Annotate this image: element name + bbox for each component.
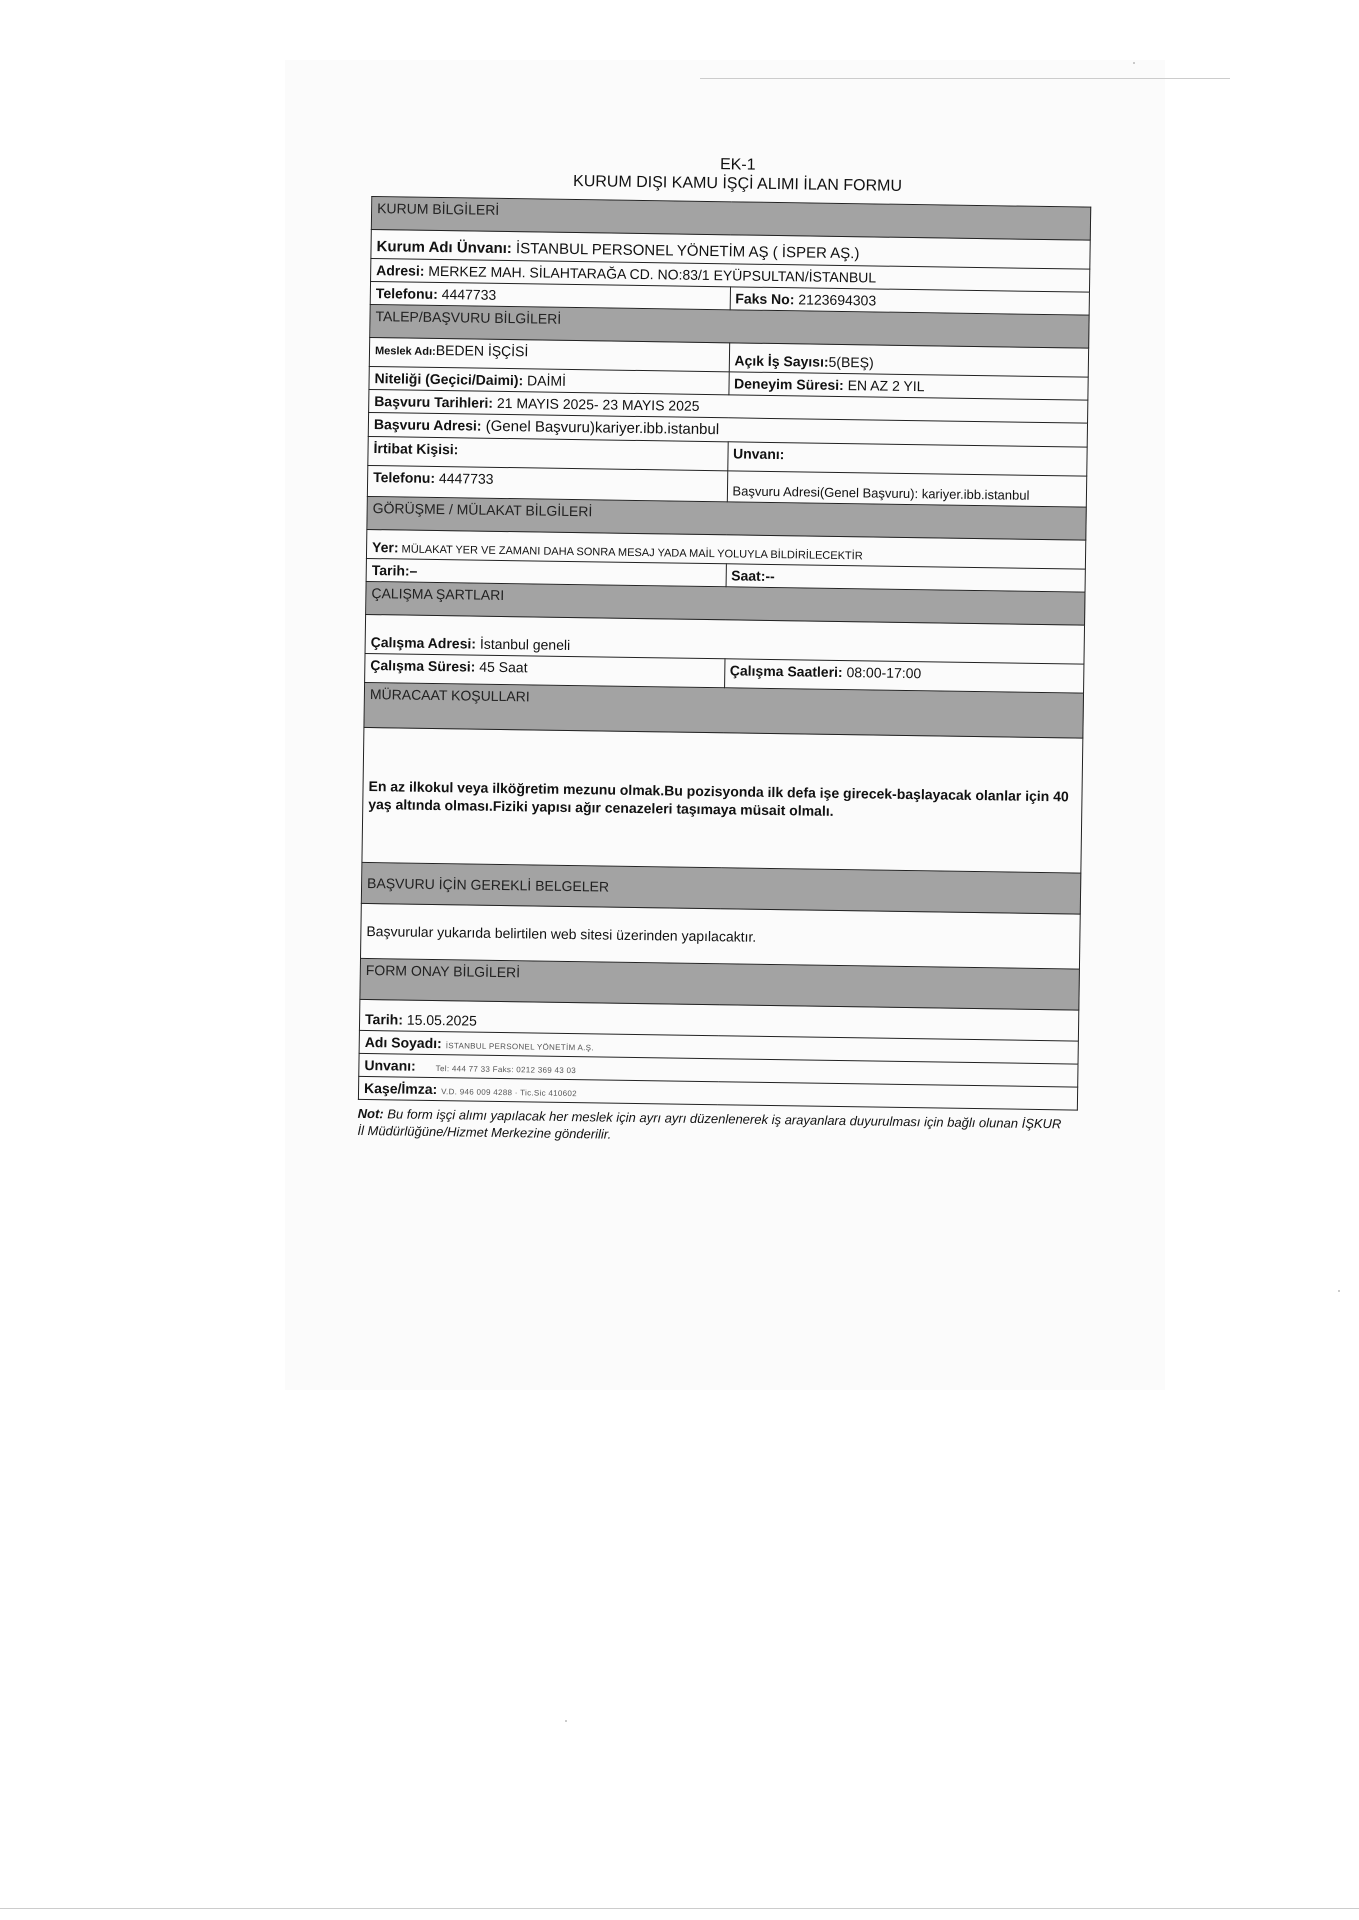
adres-value: MERKEZ MAH. SİLAHTARAĞA CD. NO:83/1 EYÜPSULTAN/İSTANBUL xyxy=(424,262,877,286)
meslek-value: BEDEN İŞÇİSİ xyxy=(435,341,529,360)
faks-value: 2123694303 xyxy=(794,291,877,309)
meslek-label: Meslek Adı: xyxy=(374,345,436,358)
telefon-value: 4447733 xyxy=(437,285,497,303)
telefon-label: Telefonu: xyxy=(375,285,438,302)
form-code: EK-1 xyxy=(719,156,756,174)
basvuru-adres-value: (Genel Başvuru)kariyer.ibb.istanbul xyxy=(481,417,720,439)
calisma-saat-value: 08:00-17:00 xyxy=(842,664,922,682)
onay-tarih-label: Tarih: xyxy=(364,1010,404,1028)
form-title: KURUM DIŞI KAMU İŞÇİ ALIMI İLAN FORMU xyxy=(572,172,903,195)
unvan-label: Unvanı: xyxy=(732,445,785,463)
stamp-line-2: Tel: 444 77 33 Faks: 0212 369 43 03 xyxy=(435,1064,577,1076)
calisma-saat-label: Çalışma Saatleri: xyxy=(729,662,843,681)
muracaat-text: En az ilkokul veya ilköğretim mezunu olmak.Bu pozisyonda ilk defa işe girecek-başlayacak olanlar için 40 yaş altında olması.Fiziki yapısı ağır cenazeleri taşımaya müsait olmalı. xyxy=(362,727,1083,873)
section-belgeler: BAŞVURU İÇİN GEREKLİ BELGELER xyxy=(361,862,1081,914)
adsoyad-label: Adı Soyadı: xyxy=(364,1033,442,1052)
nitelik-value: DAİMİ xyxy=(523,372,567,389)
irtibat-telefon-label: Telefonu: xyxy=(373,469,436,486)
kase-label: Kaşe/İmza: xyxy=(363,1079,438,1098)
section-gorusme: GÖRÜŞME / MÜLAKAT BİLGİLERİ xyxy=(367,496,1086,540)
note-label: Not: xyxy=(357,1105,384,1122)
stamp-line-1: İSTANBUL PERSONEL YÖNETİM A.Ş. xyxy=(445,1041,594,1053)
section-calisma: ÇALIŞMA ŞARTLARI xyxy=(366,581,1085,625)
basvuru-tarih-label: Başvuru Tarihleri: xyxy=(374,393,494,411)
kurum-adi-value: İSTANBUL PERSONEL YÖNETİM AŞ ( İSPER AŞ.) xyxy=(511,240,860,263)
acik-is-value: 5(BEŞ) xyxy=(828,353,874,371)
genel-basvuru-cell: Başvuru Adresi(Genel Başvuru): kariyer.ibb.istanbul xyxy=(727,471,1087,507)
faks-label: Faks No: xyxy=(735,290,795,308)
scan-speck xyxy=(565,1720,567,1722)
scan-speck xyxy=(1338,1290,1340,1292)
basvuru-tarih-value: 21 MAYIS 2025- 23 MAYIS 2025 xyxy=(492,394,700,414)
calisma-adres-value: İstanbul geneli xyxy=(475,635,571,653)
section-talep: TALEP/BAŞVURU BİLGİLERİ xyxy=(370,304,1089,348)
kurum-adi-label: Kurum Adı Ünvanı: xyxy=(376,238,512,258)
calisma-sure-label: Çalışma Süresi: xyxy=(370,657,476,675)
acik-is-label: Açık İş Sayısı: xyxy=(734,352,829,370)
mulakat-tarih-cell: Tarih:– xyxy=(366,558,726,586)
note-text: Bu form işçi alımı yapılacak her meslek için ayrı ayrı düzenlenerek iş arayanlara duyurulması için bağlı olunan İŞKUR İl Müdürlüğüne/Hizmet Merkezine gönderilir. xyxy=(357,1106,1062,1142)
section-kurum: KURUM BİLGİLERİ xyxy=(371,197,1090,241)
form-document xyxy=(357,150,1092,1150)
onay-unvan-label: Unvanı: xyxy=(364,1056,416,1074)
scan-speck xyxy=(1133,62,1135,64)
scan-line xyxy=(0,1908,1359,1909)
belgeler-text: Başvurular yukarıda belirtilen web sitesi üzerinden yapılacaktır. xyxy=(361,903,1081,969)
nitelik-label: Niteliği (Geçici/Daimi): xyxy=(374,370,524,389)
yer-label: Yer: xyxy=(371,539,399,556)
section-muracaat: MÜRACAAT KOŞULLARI xyxy=(364,682,1084,738)
calisma-adres-label: Çalışma Adresi: xyxy=(370,634,477,652)
onay-tarih-value: 15.05.2025 xyxy=(402,1011,478,1029)
scan-line xyxy=(700,78,1230,79)
irtibat-telefon-value: 4447733 xyxy=(434,469,494,487)
yer-value: MÜLAKAT YER VE ZAMANI DAHA SONRA MESAJ YADA MAİL YOLUYLA BİLDİRİLECEKTİR xyxy=(398,543,863,563)
deneyim-value: EN AZ 2 YIL xyxy=(843,377,925,395)
basvuru-adres-label: Başvuru Adresi: xyxy=(373,416,482,434)
irtibat-label: İrtibat Kişisi: xyxy=(373,440,459,458)
form-table xyxy=(358,196,1091,1111)
section-onay: FORM ONAY BİLGİLERİ xyxy=(360,958,1080,1010)
deneyim-label: Deneyim Süresi: xyxy=(733,375,844,394)
adres-label: Adresi: xyxy=(376,262,425,279)
stamp-line-3: V.D. 946 009 4288 · Tic.Sic 410602 xyxy=(441,1087,578,1099)
calisma-sure-value: 45 Saat xyxy=(475,658,528,676)
mulakat-saat-cell: Saat:-- xyxy=(726,564,1086,592)
